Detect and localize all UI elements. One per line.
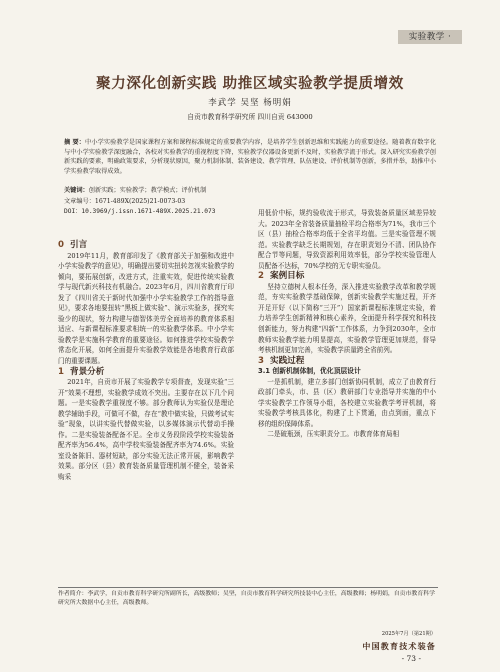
abstract-label: 摘 要： <box>64 139 86 146</box>
article-title: 聚力深化创新实践 助推区域实验教学提质增效 <box>96 76 404 92</box>
keywords: 创新实践；实验教学；教学模式；评价机制 <box>88 187 207 194</box>
footnote-divider <box>58 587 438 588</box>
section-0-heading: 0 引言 <box>58 240 88 250</box>
goal-paragraph: 坚持立德树人根本任务，深入推进实验教学改革和教学规范，夯实实验教学基础保障，创新实验教学实施过程，开齐开足开好（以下简称“三开”）国家新课程标准规定实验，着力培养学生创新精神和核心素养，全面提升科学探究和科技创新能力，努力构建“四新”工作体系，力争到2030年，全市教师实验教学能力明显提高，实验教学管理更加规范，督导考核机制更加完善，实验教学质量跨全省前列。 <box>258 282 436 355</box>
issue-info: 2025年7月（第21期） <box>381 631 436 637</box>
abstract <box>64 138 436 176</box>
section-2-heading: 2 案例目标 <box>258 271 305 282</box>
journal-name: 中国教育技术装备 <box>362 642 436 651</box>
page-number: - 73 - <box>401 654 421 663</box>
author-affiliation: 自贡市教育科学研究所 四川自贡 643000 <box>187 113 313 121</box>
practice-paragraph-1: 一是抓机制，建立多部门创新协同机制，成立了由教育行政部门牵头，市、县（区）教研部门专业指导并实施的中小学实验教学工作领导小组，各校建立实验教学考评机制，将实验教学考核具体化，构建了上下贯通，由点到面，重点下移的组织保障体系。 <box>258 377 436 428</box>
keywords-line <box>64 186 206 195</box>
abstract-text: 中小学实验教学是国家课程方案和课程标准规定的重要教学内容，是培养学生创新思维和实践能力的重要途径。随着教育数字化与中小学实验教学深度融合，各校对实验教学的重视程度下降，实验教学仅器设备更新不及时，实验教学流于形式。深入研究实验教学创新实践的要素，明确政策要求，分析现状原因，聚力机制体制、装备建设、教学管理、队伍建设、评价机制等创新，多措并举，助推中小学实验教学取得成效。 <box>64 139 437 175</box>
doi: DOI：10.3969/j.issn.1671-489X.2025.21.073 <box>64 208 216 215</box>
section-3-heading: 3 实践过程 <box>258 355 305 366</box>
background-paragraph: 2021年，自贡市开展了实验教学专项督查，发现实验“三开”效果不理想，实验教学成效不突出。主要存在以下几个问题。一是实验教学重视度不够。部分教师认为实验仅是理论教学辅助手段，可做可不做，存在“教中做实验，只做考试实验”现象，以讲实验代替做实验，以多媒体演示代替动手操作。二是实验装备配备不足。全市义务段阶段学校实验装备配齐率为56.4%，高中学校实验装备配齐率为74.6%。实验室设备陈旧、器材短缺，部分实验无法正常开展，影响教学效果。部分区（县）教育装备质量管理机制不健全，装备采购采 <box>58 378 234 482</box>
section-1-heading: 1 背景分析 <box>58 366 105 377</box>
background-continued: 用低价中标，规约验收流于形式，导致装备质量区域差异较大。2023年全省装备质量抽检平均合格率为71%，我市三个区（县）抽检合格率均低于全省平均值。三是实验管理不规范。实验教学缺乏长期规划，存在职责划分不清、团队协作配合节等问题，导致资源利用效率低，部分学校实验管理人员配备不达标，70%学校的无专职实验员。 <box>258 209 436 270</box>
section-tag: 实验教学 · <box>398 30 462 44</box>
intro-paragraph: 2019年11月，教育部印发了《教育部关于加强和改进中小学实验教学的意见》，明确提出要切实扭转忽视实验教学的倾向，要拓展创新，改进方式，注重实效，促进传统实验教学与现代新兴科技有机融合。2023年6月，四川省教育厅印发了《四川省关于新时代加强中小学实验教学工作的指导意见》，要求各地要扭转“黑板上做实验”、演示实验多，探究实验少的现状，努力构建与德智体美劳全面培养的教育体系相适应、与新课程标准要求相统一的实验教学体系。中小学实验教学是实施科学教育的重要途径。如何推进学校实验教学常态化开展，如何全面提升实验教学效能是各地教育行政部门的重要课题。 <box>58 251 234 366</box>
left-column <box>58 240 234 483</box>
article-number: 文章编号：1671-489X(2025)21-0073-03 <box>64 198 186 205</box>
practice-paragraph-2: 二是破瓶颈，压实职责分工。市教育体育局相 <box>267 430 400 439</box>
keywords-label: 关键词： <box>64 187 89 194</box>
article-authors: 李武学 吴坚 杨明娟 <box>208 98 292 108</box>
right-column <box>258 208 436 440</box>
author-footnote: 作者简介：李武学，自贡市教育科学研究所副所长，高级教师；吴坚，自贡市教育科学研究所技装中心主任，高级教师；杨明娟，自贡市教育科学研究所大数据中心主任，高级教师。 <box>58 591 435 606</box>
subsection-3-1-heading: 3.1 创新机制体制，优化顶层设计 <box>258 367 361 376</box>
